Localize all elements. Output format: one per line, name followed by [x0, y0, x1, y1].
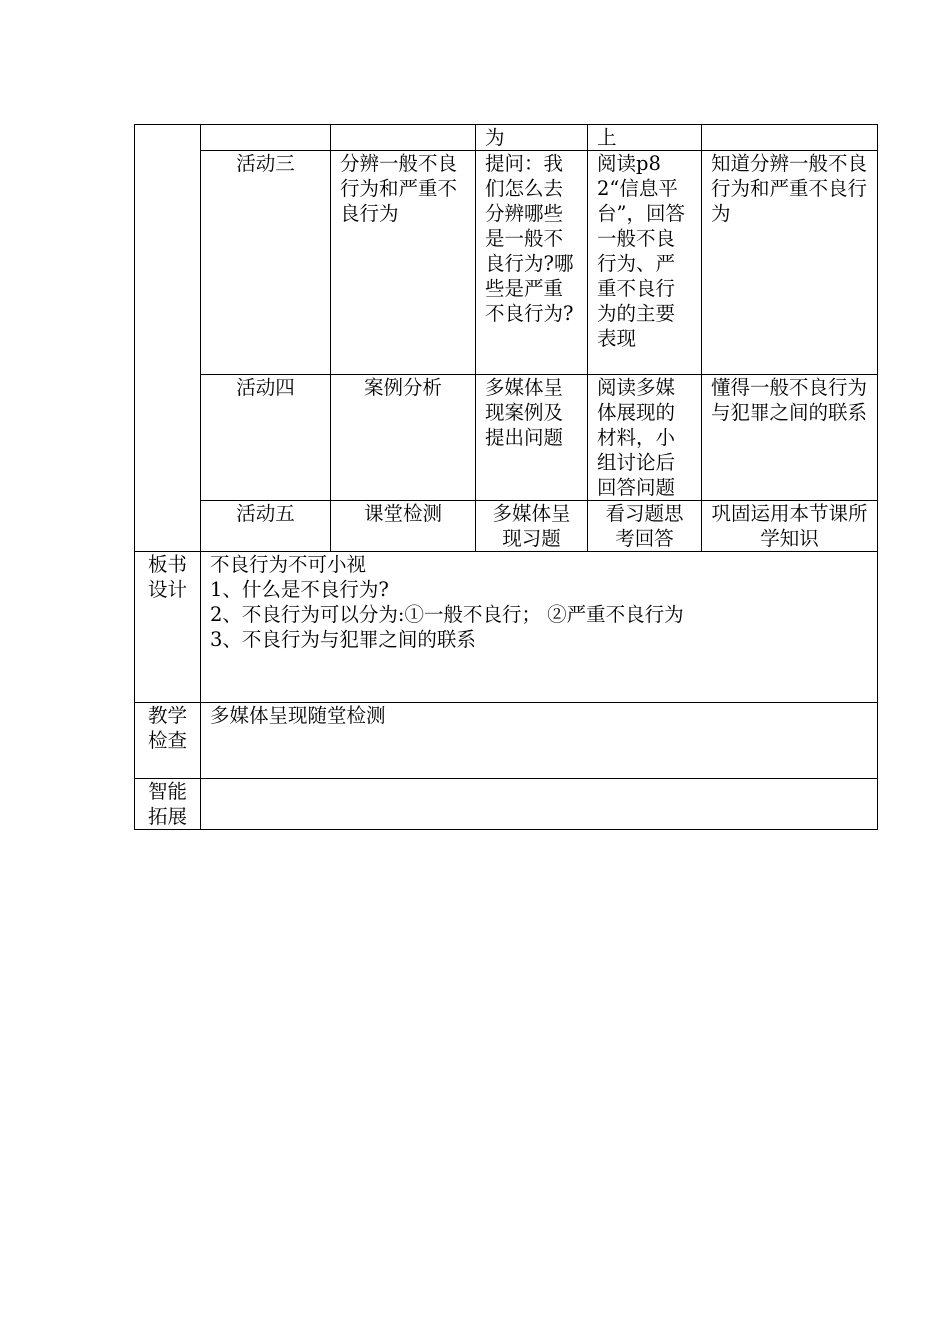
design-intent	[702, 125, 878, 151]
student-activity: 上	[588, 125, 702, 151]
smart-extension-row	[135, 779, 878, 830]
design-intent: 懂得一般不良行为与犯罪之间的联系	[702, 375, 878, 501]
student-activity: 阅读多媒体展现的材料，小组讨论后回答问题	[588, 375, 702, 501]
teaching-check-content: 多媒体呈现随堂检测	[201, 703, 878, 779]
teacher-activity: 多媒体呈现案例及提出问题	[476, 375, 588, 501]
board-design-content: 不良行为不可小视 1、什么是不良行为? 2、不良行为可以分为:①一般不良行； ②严重不良行为 3、不良行为与犯罪之间的联系	[201, 552, 878, 703]
teaching-check-row	[135, 703, 878, 779]
activity-row-4	[135, 375, 878, 501]
activity-content: 分辨一般不良行为和严重不良行为	[331, 151, 476, 375]
smart-extension-label: 智能拓展	[135, 779, 201, 830]
teacher-activity: 多媒体呈现习题	[476, 501, 588, 552]
activity-content	[331, 125, 476, 151]
activity-row-continued	[135, 125, 878, 151]
activity-name: 活动三	[201, 151, 331, 375]
board-design-row	[135, 552, 878, 703]
activity-content: 课堂检测	[331, 501, 476, 552]
smart-extension-content	[201, 779, 878, 830]
student-activity: 看习题思考回答	[588, 501, 702, 552]
section-label-cell	[135, 125, 201, 552]
board-design-label: 板书设计	[135, 552, 201, 703]
activity-row-3	[135, 151, 878, 375]
teaching-check-label: 教学检查	[135, 703, 201, 779]
student-activity: 阅读p82“信息平台”，回答一般不良行为、严重不良行为的主要表现	[588, 151, 702, 375]
design-intent: 巩固运用本节课所学知识	[702, 501, 878, 552]
activity-row-5	[135, 501, 878, 552]
activity-name	[201, 125, 331, 151]
teacher-activity: 为	[476, 125, 588, 151]
activity-content: 案例分析	[331, 375, 476, 501]
activity-name: 活动四	[201, 375, 331, 501]
lesson-plan-table	[134, 124, 878, 830]
activity-name: 活动五	[201, 501, 331, 552]
design-intent: 知道分辨一般不良行为和严重不良行为	[702, 151, 878, 375]
teacher-activity: 提问：我们怎么去分辨哪些是一般不良行为?哪些是严重不良行为?	[476, 151, 588, 375]
